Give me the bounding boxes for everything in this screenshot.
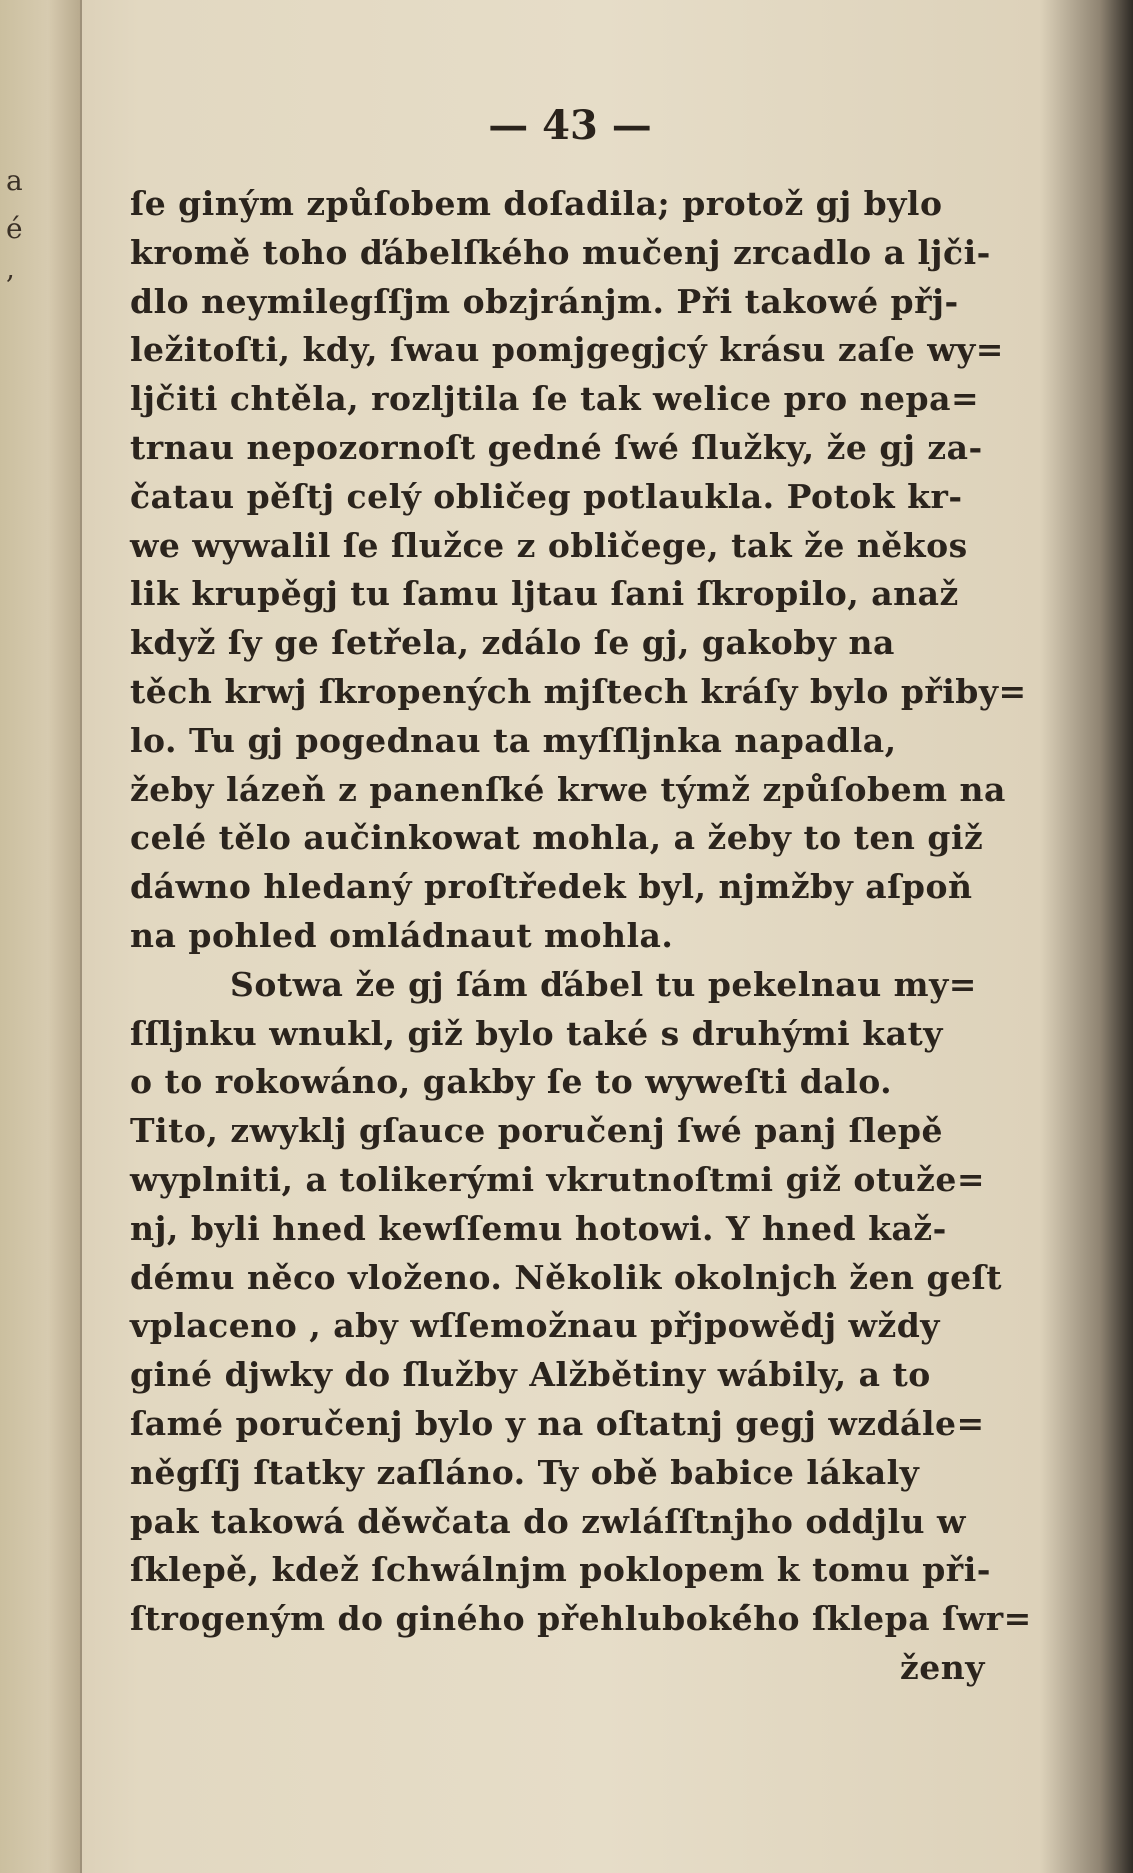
text-line: nj, byli hned kewſſemu hotowi. Y hned kaž- bbox=[130, 1208, 947, 1248]
text-line: těch krwj ſkropených mjſtech kráſy bylo přiby= bbox=[130, 671, 1027, 711]
text-line: giné djwky do ſlužby Alžbětiny wábily, a to bbox=[130, 1355, 931, 1395]
text-line: pak takowá děwčata do zwláſſtnjho oddjlu w bbox=[130, 1501, 966, 1541]
text-line: kromě toho ďábelſkého mučenj zrcadlo a ljči- bbox=[130, 232, 991, 272]
facing-page-edge bbox=[0, 0, 82, 1873]
text-line: ſe giným způſobem doſadila; protož gj bylo bbox=[130, 184, 943, 223]
text-line: ljčiti chtěla, rozljtila ſe tak welice pro nepa= bbox=[130, 379, 980, 419]
text-line: ležitoſti, kdy, ſwau pomjgegjcý krásu zaſe wy= bbox=[130, 330, 1004, 370]
text-line: ſtrogeným do giného přehluboké́ho ſklepa ſwr= bbox=[130, 1599, 1032, 1639]
text-line: dáwno hledaný proſtředek byl, njmžby aſpoň bbox=[130, 867, 973, 907]
text-line: vplaceno , aby wſſemožnau přjpowědj wždy bbox=[130, 1306, 940, 1346]
bleed-char-3: , bbox=[6, 252, 15, 285]
text-line: wyplniti, a tolikerými vkrutnoſtmi giž otuže= bbox=[130, 1159, 986, 1199]
text-line: celé tělo aučinkowat mohla, a žeby to ten giž bbox=[130, 818, 984, 858]
text-line: trnau nepozornoſt gedné ſwé ſlužky, že gj za- bbox=[130, 427, 983, 467]
catchword: ženy bbox=[900, 1647, 985, 1687]
text-line: něgſſj ſtatky zaſláno. Ty obě babice lákaly bbox=[130, 1452, 920, 1492]
text-line: lik krupěgj tu ſamu ljtau ſani ſkropilo, anaž bbox=[130, 574, 959, 614]
text-line: dlo neymilegſſjm obzjránjm. Při takowé přj- bbox=[130, 281, 959, 321]
text-line: ſklepě, kdež ſchwálnjm poklopem k tomu při- bbox=[130, 1550, 991, 1590]
text-line: ſſljnku wnukl, giž bylo také s druhými katy bbox=[130, 1013, 943, 1053]
text-line: žeby lázeň z panenſké krwe týmž způſobem na bbox=[130, 769, 1006, 809]
page-number: — 43 — bbox=[488, 102, 652, 149]
text-line: o to rokowáno, gakby ſe to wyweſti dalo. bbox=[130, 1062, 893, 1102]
text-line: lo. Tu gj pogednau ta myſſljnka napadla, bbox=[130, 720, 897, 760]
text-line: dému něco vloženo. Několik okolnjch žen geſt bbox=[130, 1257, 1003, 1297]
text-line: Sotwa že gj ſám ďábel tu pekelnau my= bbox=[230, 964, 977, 1004]
text-line: Tito, zwyklj gſauce poručenj ſwé panj ſlepě bbox=[130, 1111, 943, 1151]
bleed-char-1: a bbox=[6, 164, 23, 197]
text-line: ſamé poručenj bylo y na oſtatnj gegj wzdále= bbox=[130, 1403, 985, 1443]
body-text bbox=[130, 180, 1032, 1693]
text-line: we wywalil ſe ſlužce z obličege, tak že někos bbox=[130, 525, 968, 565]
text-line: na pohled omládnaut mohla. bbox=[130, 915, 674, 955]
text-line: čatau pěſtj celý obličeg potlaukla. Potok kr- bbox=[130, 476, 963, 516]
bleed-char-2: é bbox=[6, 212, 23, 245]
text-line: když ſy ge ſetřela, zdálo ſe gj, gakoby na bbox=[130, 623, 895, 663]
